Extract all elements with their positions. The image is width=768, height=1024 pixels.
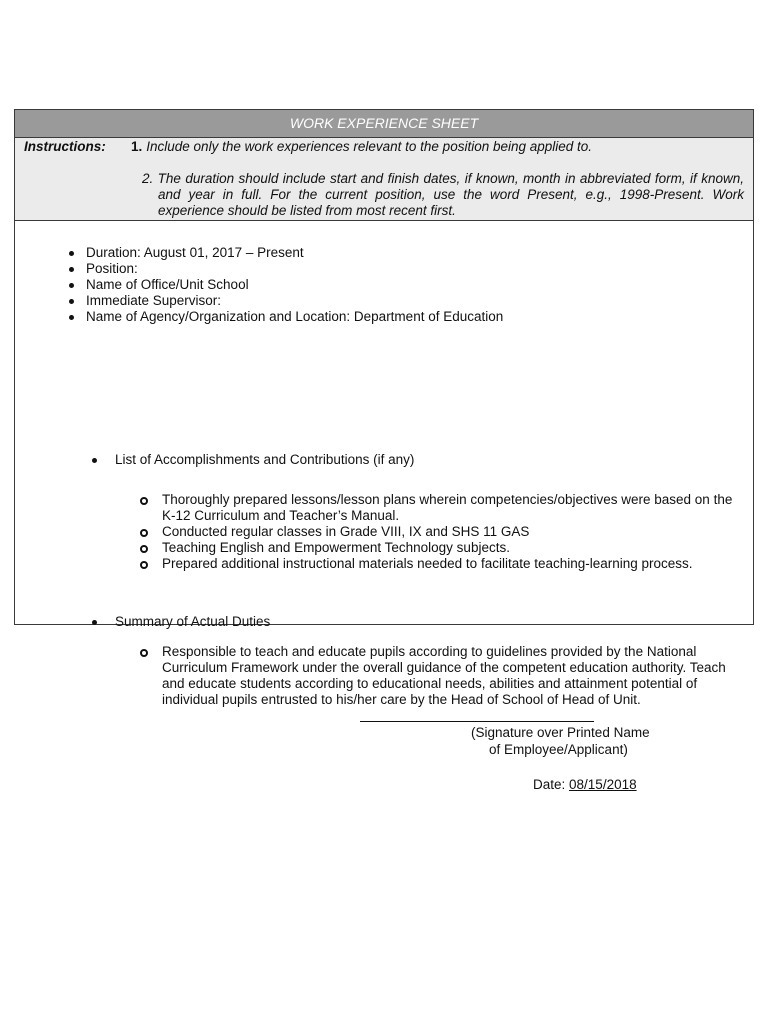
bullet-icon (69, 283, 74, 288)
sheet-title: WORK EXPERIENCE SHEET (15, 110, 753, 138)
work-experience-sheet (14, 109, 754, 707)
entry-agency (15, 309, 503, 325)
instruction-item-1 (131, 139, 592, 154)
circle-bullet-icon (140, 529, 148, 537)
duties-heading (115, 614, 270, 630)
accomplishments-heading (115, 452, 414, 468)
entry-text: Name of Agency/Organization and Location: Department of Education (86, 309, 504, 324)
accomplishment-item (162, 492, 742, 524)
accomplishment-text: Conducted regular classes in Grade VIII, IX and SHS 11 GAS (162, 524, 530, 539)
instruction-item-1-number: 1. (131, 139, 143, 154)
entry-text: Position: (86, 261, 138, 276)
bullet-icon (69, 299, 74, 304)
instruction-item-2: 2. The duration should include start and finish dates, if known, month in abbreviated form, if known, and year in full. For the current position, use the word Present, e.g., 1998-Present. Work experience should be listed from most recent first. (142, 171, 744, 218)
entry-list (15, 245, 503, 325)
accomplishment-item (162, 524, 742, 540)
date-field (533, 777, 637, 792)
accomplishment-text: Teaching English and Empowerment Technology subjects. (162, 540, 510, 555)
circle-bullet-icon (140, 561, 148, 569)
entry-position (15, 261, 503, 277)
instruction-item-1-text: Include only the work experiences relevant to the position being applied to. (146, 139, 593, 154)
entry-supervisor (15, 293, 503, 309)
accomplishment-text: Thoroughly prepared lessons/lesson plans wherein competencies/objectives were based on the K-12 Curriculum and Teacher’s Manual. (162, 492, 733, 523)
signature-line (360, 721, 594, 722)
circle-bullet-icon (140, 545, 148, 553)
accomplishment-text: Prepared additional instructional materials needed to facilitate teaching-learning process. (162, 556, 693, 571)
instructions-label: Instructions: (24, 139, 106, 154)
entry-text: Duration: August 01, 2017 – Present (86, 245, 304, 260)
circle-bullet-icon (140, 497, 148, 505)
duty-item (162, 644, 742, 708)
accomplishments-heading-text: List of Accomplishments and Contributions (if any) (115, 452, 415, 467)
instructions-section (15, 138, 753, 221)
entry-office (15, 277, 503, 293)
date-label: Date: (533, 777, 570, 792)
circle-bullet-icon (140, 649, 148, 657)
signature-caption-line-1: (Signature over Printed Name (471, 725, 650, 740)
bullet-icon (92, 620, 97, 625)
duty-text: Responsible to teach and educate pupils according to guidelines provided by the National Curriculum Framework under the overall guidance of the competent education authority. Teach and educate students according to educational needs, abilities and attainment potential of individual pupils entrusted to his/her care by the Head of School of Head of Unit. (162, 644, 726, 707)
bullet-icon (69, 251, 74, 256)
date-value: 08/15/2018 (569, 777, 637, 792)
bullet-icon (92, 458, 97, 463)
duties-heading-text: Summary of Actual Duties (115, 614, 271, 629)
entry-text: Immediate Supervisor: (86, 293, 222, 308)
accomplishment-item (162, 540, 742, 556)
entry-text: Name of Office/Unit School (86, 277, 249, 292)
entry-duration (15, 245, 503, 261)
bullet-icon (69, 267, 74, 272)
accomplishment-item (162, 556, 742, 572)
signature-caption-line-2: of Employee/Applicant) (489, 742, 628, 757)
bullet-icon (69, 315, 74, 320)
